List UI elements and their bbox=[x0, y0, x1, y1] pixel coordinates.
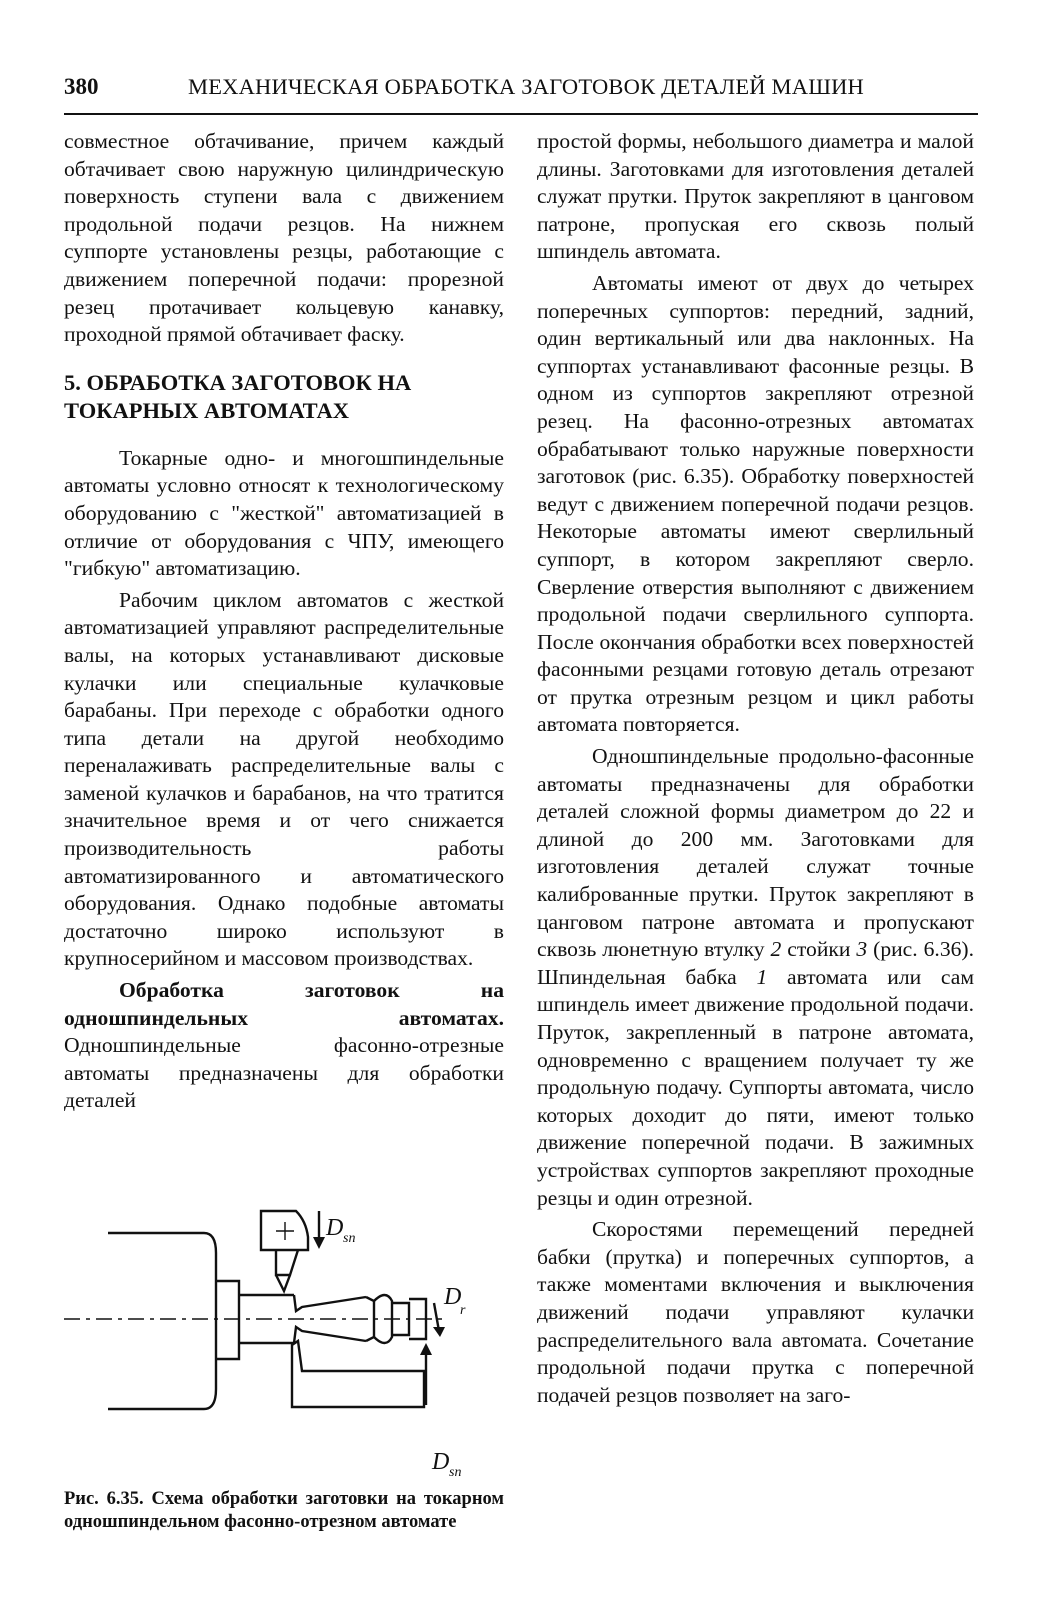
run-in-heading: Обработка заготовок на одношпиндельных автоматах. bbox=[64, 978, 504, 1030]
left-column bbox=[64, 128, 504, 1115]
section-heading-line-1: 5. ОБРАБОТКА ЗАГОТОВОК НА bbox=[64, 369, 412, 395]
running-title: МЕХАНИЧЕСКАЯ ОБРАБОТКА ЗАГОТОВОК ДЕТАЛЕЙ МАШИН bbox=[188, 74, 864, 99]
rotation-label: D bbox=[444, 1284, 462, 1310]
paragraph bbox=[537, 743, 974, 1212]
section-heading-line-2: ТОКАРНЫХ АВТОМАТАХ bbox=[64, 397, 350, 423]
spindle-body bbox=[108, 1233, 216, 1409]
paragraph: совместное обтачивание, причем каждый обтачивает свою наружную цилиндрическую поверхность ступени вала с движением продольной подачи резцов. На нижнем суппорте установлены резцы, работающие с движением поперечной подачи: прорезной резец протачивает кольцевую канавку, проходной прямой обтачивает фаску. bbox=[64, 129, 504, 347]
figure-ref-number: 2 bbox=[770, 937, 782, 962]
top-feed-arrowhead bbox=[313, 1237, 325, 1249]
page-number: 380 bbox=[64, 74, 99, 99]
figure-6-35 bbox=[64, 1193, 504, 1483]
top-feed-label-sub: sп bbox=[343, 1231, 356, 1246]
paragraph bbox=[64, 977, 504, 1115]
section-heading bbox=[64, 369, 504, 425]
paragraph-text: стойки bbox=[781, 937, 857, 962]
collet bbox=[216, 1281, 239, 1359]
paragraph-text: Одношпиндельные фасонно-отрезные автоматы предназначены для обработки деталей bbox=[64, 1033, 504, 1113]
top-cutter-shank bbox=[276, 1250, 298, 1275]
lathe-schematic bbox=[64, 1193, 504, 1483]
bottom-feed-arrowhead bbox=[420, 1343, 432, 1355]
rotation-arrowhead bbox=[433, 1327, 445, 1337]
bottom-feed-label: D bbox=[432, 1449, 450, 1475]
figure-ref-number: 1 bbox=[756, 964, 768, 989]
paragraph-text: Одношпиндельные продольно-фасонные автоматы предназначены для обработки деталей сложной формы диаметром до 22 и длиной до 200 мм. Заготовками для изготовления деталей служат точные калиброванные прутки. Пруток закрепляют в цанговом патроне автомата и пропускают сквозь люнетную втулку bbox=[537, 744, 974, 962]
header-rule bbox=[64, 113, 978, 115]
rotation-label-sub: r bbox=[460, 1303, 466, 1318]
top-cutter-tip bbox=[276, 1275, 290, 1291]
figure-ref-number: 3 bbox=[856, 937, 868, 962]
paragraph-text: автомата или сам шпиндель имеет движение продольной подачи. Пруток, закрепленный в патроне автомата, одновременно с вращением получает ту же продольную подачу. Суппорты автомата, число которых доходит до пяти, имеют только движение поперечной подачи. В зажимных устройствах суппортов закрепляют проходные резцы и один отрезной. bbox=[537, 964, 974, 1210]
paragraph: Автоматы имеют от двух до четырех поперечных суппортов: передний, задний, один вертикальный или два наклонных. На суппортах устанавливают фасонные резцы. В одном из суппортов закрепляют отрезной резец. На фасонно-отрезных автоматах обрабатывают только наружные поверхности заготовок (рис. 6.35). Обработку поверхностей ведут с движением поперечной подачи резцов. Некоторые автоматы имеют сверлильный суппорт, в котором закрепляют сверло. Сверление отверстия выполняют с движением продольной подачи сверлильного суппорта. После окончания обработки всех поверхностей фасонными резцами готовую деталь отрезают от прутка отрезным резцом и цикл работы автомата повторяется. bbox=[537, 270, 974, 737]
top-feed-label: D bbox=[326, 1215, 344, 1241]
paragraph: Скоростями перемещений передней бабки (прутка) и поперечных суппортов, а также моментами включения и выключения движений подачи управляют кулачки распределительного вала автомата. Сочетание продольной подачи прутка с поперечной подачей резцов позволяет на заго- bbox=[537, 1217, 974, 1407]
right-column bbox=[537, 128, 974, 1409]
bottom-cutter bbox=[292, 1341, 424, 1407]
rotation-arrow bbox=[434, 1303, 439, 1331]
bottom-feed-label-sub: sп bbox=[449, 1465, 462, 1480]
figure-caption: Рис. 6.35. Схема обработки заготовки на токарном одношпиндельном фасонно-отрезном автомате bbox=[64, 1489, 504, 1532]
paragraph: Токарные одно- и многошпиндельные автоматы условно относят к технологическому оборудованию с "жесткой" автоматизацией в отличие от оборудования с ЧПУ, имеющего "гибкую" автоматизацию. bbox=[64, 445, 504, 581]
paragraph: простой формы, небольшого диаметра и малой длины. Заготовками для изготовления деталей служат прутки. Пруток закрепляют в цанговом патроне, пропуская его сквозь полый шпиндель автомата. bbox=[537, 129, 974, 264]
paragraph-text: (рис. 6.36). Шпиндельная бабка bbox=[537, 937, 974, 989]
paragraph: Рабочим циклом автоматов с жесткой автоматизацией управляют распределительные валы, на которых устанавливают дисковые кулачки или специальные кулачковые барабаны. При переходе с обработки одного типа детали на другой необходимо переналаживать распределительные валы с заменой кулачков и барабанов, на что тратится значительное время и от чего снижается производительность работы автоматизированного и автоматического оборудования. Однако подобные автоматы достаточно широко используют в крупносерийном и массовом производствах. bbox=[64, 587, 504, 971]
page-header bbox=[64, 66, 978, 114]
